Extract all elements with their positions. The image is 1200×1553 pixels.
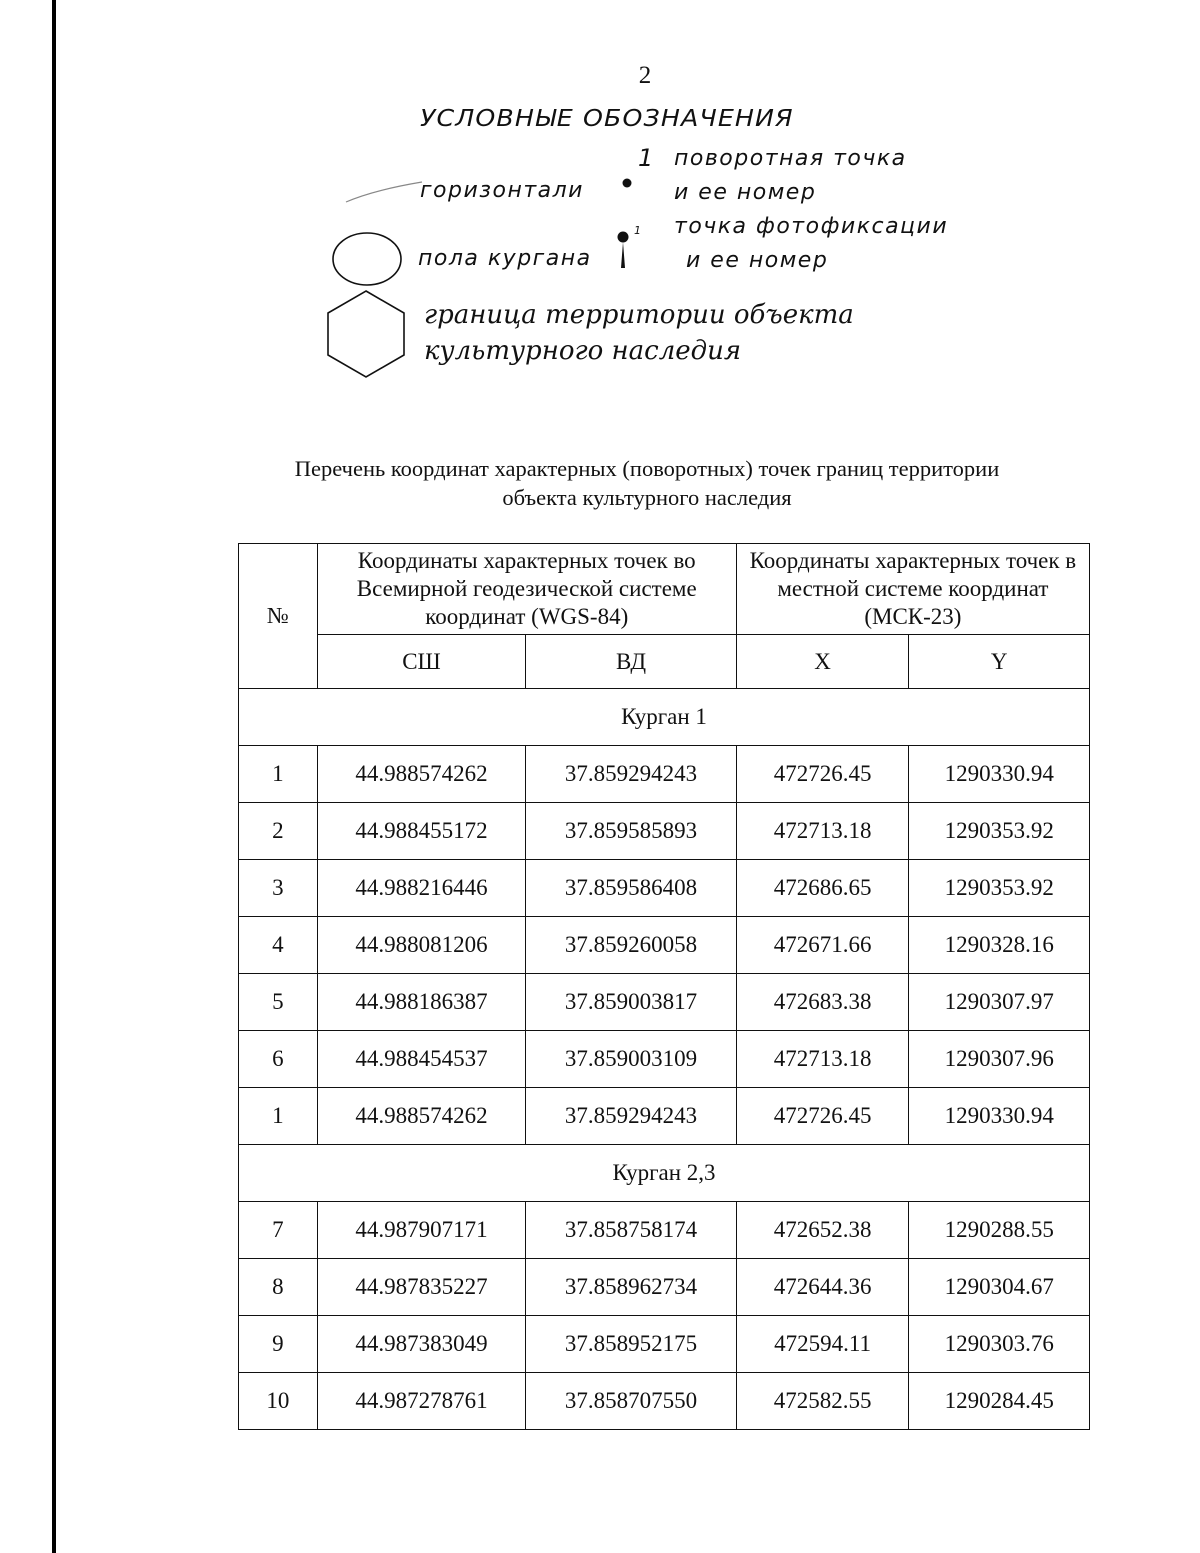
scan-border-line xyxy=(52,0,56,1553)
section-row xyxy=(239,689,1090,746)
list-title-line-2: объекта культурного наследия xyxy=(502,485,792,510)
boundary-hexagon-icon xyxy=(324,288,408,380)
cell-n: 4 xyxy=(239,917,318,974)
header-y: Y xyxy=(909,635,1090,689)
mound-floor-ellipse-icon xyxy=(330,230,406,290)
legend-turning-point-label-2: и ее номер xyxy=(674,180,817,205)
cell-x: 472652.38 xyxy=(736,1202,909,1259)
cell-lat: 44.988454537 xyxy=(317,1031,526,1088)
contour-line-icon xyxy=(344,178,424,208)
cell-x: 472713.18 xyxy=(736,1031,909,1088)
table-row xyxy=(239,1373,1090,1430)
table-row xyxy=(239,1316,1090,1373)
table-row xyxy=(239,803,1090,860)
table-row xyxy=(239,1088,1090,1145)
cell-y: 1290307.97 xyxy=(909,974,1090,1031)
header-lat: СШ xyxy=(317,635,526,689)
cell-lat: 44.988081206 xyxy=(317,917,526,974)
cell-n: 8 xyxy=(239,1259,318,1316)
cell-y: 1290353.92 xyxy=(909,803,1090,860)
table-header-row-1 xyxy=(239,544,1090,635)
cell-y: 1290303.76 xyxy=(909,1316,1090,1373)
table-row xyxy=(239,1259,1090,1316)
header-num: № xyxy=(239,544,318,689)
cell-lon: 37.859294243 xyxy=(526,1088,737,1145)
cell-x: 472686.65 xyxy=(736,860,909,917)
cell-x: 472582.55 xyxy=(736,1373,909,1430)
table-header-row-2 xyxy=(239,635,1090,689)
cell-x: 472726.45 xyxy=(736,1088,909,1145)
section-title: Курган 1 xyxy=(239,689,1090,746)
cell-lat: 44.988455172 xyxy=(317,803,526,860)
legend-photo-point-number: 1 xyxy=(634,224,641,237)
cell-lon: 37.859586408 xyxy=(526,860,737,917)
legend-title: УСЛОВНЫЕ ОБОЗНАЧЕНИЯ xyxy=(420,106,794,132)
cell-x: 472683.38 xyxy=(736,974,909,1031)
cell-x: 472644.36 xyxy=(736,1259,909,1316)
legend-photo-point-label-1: точка фотофиксации xyxy=(674,214,949,239)
cell-y: 1290353.92 xyxy=(909,860,1090,917)
legend-mound-floor-label: пола кургана xyxy=(418,246,592,271)
cell-x: 472671.66 xyxy=(736,917,909,974)
cell-n: 1 xyxy=(239,1088,318,1145)
cell-lat: 44.987383049 xyxy=(317,1316,526,1373)
legend-boundary-label-1: граница территории объекта xyxy=(424,300,854,330)
cell-lat: 44.988186387 xyxy=(317,974,526,1031)
cell-y: 1290304.67 xyxy=(909,1259,1090,1316)
cell-lon: 37.859585893 xyxy=(526,803,737,860)
cell-lat: 44.987907171 xyxy=(317,1202,526,1259)
cell-n: 2 xyxy=(239,803,318,860)
cell-lat: 44.988216446 xyxy=(317,860,526,917)
legend-turning-point-number: 1 xyxy=(638,144,654,172)
cell-lat: 44.988574262 xyxy=(317,1088,526,1145)
table-row xyxy=(239,1031,1090,1088)
cell-x: 472726.45 xyxy=(736,746,909,803)
list-title-line-1: Перечень координат характерных (поворотных) точек границ территории xyxy=(294,456,1000,481)
cell-x: 472713.18 xyxy=(736,803,909,860)
cell-y: 1290288.55 xyxy=(909,1202,1090,1259)
cell-lat: 44.988574262 xyxy=(317,746,526,803)
cell-x: 472594.11 xyxy=(736,1316,909,1373)
coordinates-list-title xyxy=(232,454,1062,512)
cell-lon: 37.859003109 xyxy=(526,1031,737,1088)
cell-lon: 37.858962734 xyxy=(526,1259,737,1316)
cell-lat: 44.987278761 xyxy=(317,1373,526,1430)
cell-n: 6 xyxy=(239,1031,318,1088)
turning-point-dot-icon xyxy=(620,176,634,190)
legend-photo-point-label-2: и ее номер xyxy=(686,248,829,273)
table-row xyxy=(239,974,1090,1031)
table-row xyxy=(239,860,1090,917)
header-x: X xyxy=(736,635,909,689)
cell-n: 3 xyxy=(239,860,318,917)
header-lon: ВД xyxy=(526,635,737,689)
page-number: 2 xyxy=(638,62,652,89)
legend xyxy=(320,100,1020,400)
cell-lon: 37.859260058 xyxy=(526,917,737,974)
legend-contours-label: горизонтали xyxy=(420,178,584,203)
cell-n: 7 xyxy=(239,1202,318,1259)
cell-n: 5 xyxy=(239,974,318,1031)
section-row xyxy=(239,1145,1090,1202)
cell-y: 1290330.94 xyxy=(909,1088,1090,1145)
cell-y: 1290284.45 xyxy=(909,1373,1090,1430)
cell-lon: 37.858758174 xyxy=(526,1202,737,1259)
legend-turning-point-label-1: поворотная точка xyxy=(674,146,907,171)
cell-n: 9 xyxy=(239,1316,318,1373)
cell-lon: 37.859003817 xyxy=(526,974,737,1031)
cell-n: 10 xyxy=(239,1373,318,1430)
legend-boundary-label-2: культурного наследия xyxy=(424,336,742,366)
coordinates-table xyxy=(238,543,1090,1430)
photo-point-icon xyxy=(614,228,634,274)
table-row xyxy=(239,1202,1090,1259)
header-msk-group: Координаты характерных точек в местной системе координат (МСК-23) xyxy=(736,544,1089,635)
section-title: Курган 2,3 xyxy=(239,1145,1090,1202)
cell-y: 1290330.94 xyxy=(909,746,1090,803)
header-wgs-group: Координаты характерных точек во Всемирной геодезической системе координат (WGS-84) xyxy=(317,544,736,635)
table-row xyxy=(239,917,1090,974)
cell-y: 1290307.96 xyxy=(909,1031,1090,1088)
table-row xyxy=(239,746,1090,803)
cell-lon: 37.858707550 xyxy=(526,1373,737,1430)
cell-lat: 44.987835227 xyxy=(317,1259,526,1316)
cell-lon: 37.859294243 xyxy=(526,746,737,803)
cell-n: 1 xyxy=(239,746,318,803)
cell-lon: 37.858952175 xyxy=(526,1316,737,1373)
cell-y: 1290328.16 xyxy=(909,917,1090,974)
